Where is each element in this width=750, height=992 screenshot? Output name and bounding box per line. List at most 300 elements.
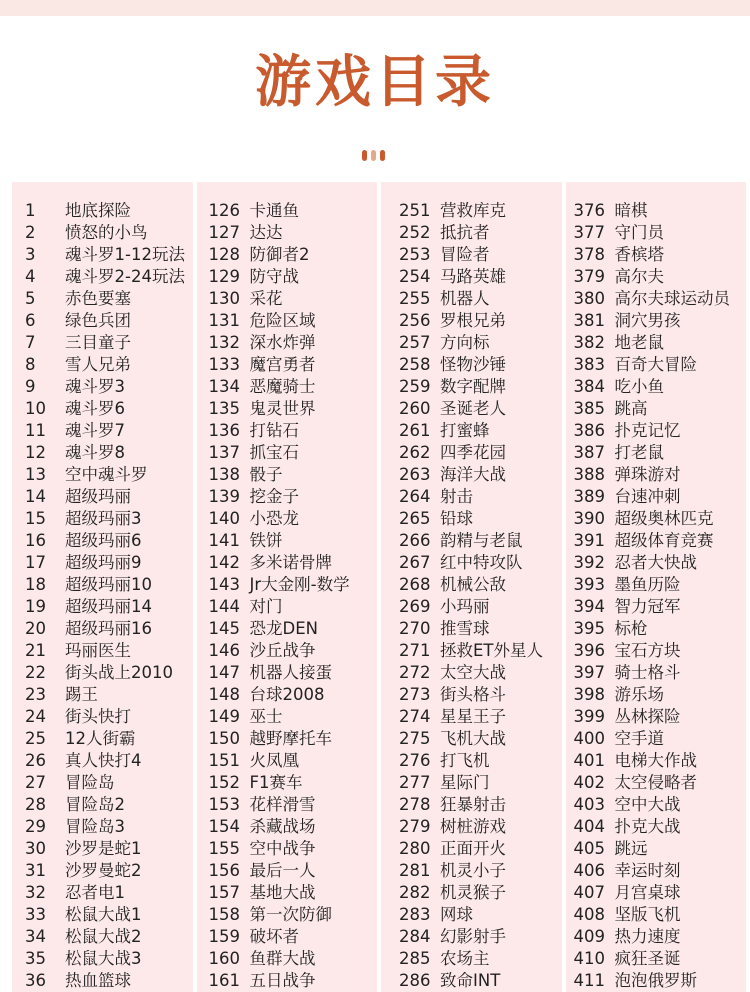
game-list-item xyxy=(25,266,193,288)
game-number: 5 xyxy=(25,289,36,308)
game-list-item xyxy=(209,794,378,816)
game-list-item xyxy=(399,596,562,618)
game-list-item xyxy=(399,640,562,662)
game-number: 34 xyxy=(25,927,46,946)
game-list-item xyxy=(399,442,562,464)
game-list-item xyxy=(574,486,747,508)
game-name: 第一次防御 xyxy=(249,905,332,924)
game-name: 营救库克 xyxy=(440,201,506,220)
game-name: 打钻石 xyxy=(249,421,299,440)
game-name: F1赛车 xyxy=(249,773,303,792)
game-list-item xyxy=(574,420,747,442)
game-list-item xyxy=(25,706,193,728)
game-name: 沙罗是蛇1 xyxy=(65,839,142,858)
game-number: 8 xyxy=(25,355,36,374)
game-name: 超级玛丽14 xyxy=(65,597,152,616)
game-name: 鬼灵世界 xyxy=(249,399,316,418)
game-number: 19 xyxy=(25,597,46,616)
game-name: 花样滑雪 xyxy=(249,795,316,814)
game-number: 271 xyxy=(399,641,431,660)
game-number: 154 xyxy=(208,817,240,836)
game-name: 杀藏战场 xyxy=(249,817,316,836)
game-name: 推雪球 xyxy=(440,619,490,638)
game-list-item xyxy=(574,464,747,486)
game-number: 281 xyxy=(399,861,431,880)
game-list-item xyxy=(574,794,747,816)
game-list-item xyxy=(209,728,378,750)
game-number: 138 xyxy=(208,465,240,484)
game-name: 赤色要塞 xyxy=(65,289,131,308)
game-name: 罗根兄弟 xyxy=(440,311,506,330)
game-number: 381 xyxy=(573,311,605,330)
game-list-item xyxy=(209,948,378,970)
game-name: 空中战争 xyxy=(249,839,316,858)
game-name: 怪物沙锤 xyxy=(440,355,506,374)
game-list-item xyxy=(25,750,193,772)
game-list-item xyxy=(209,508,378,530)
game-name: 骑士格斗 xyxy=(614,663,681,682)
game-name: 沙丘战争 xyxy=(249,641,316,660)
game-name: 对门 xyxy=(249,597,283,616)
game-list-item xyxy=(25,464,193,486)
game-number: 394 xyxy=(573,597,605,616)
game-name: 打飞机 xyxy=(440,751,490,770)
game-name: 踢王 xyxy=(65,685,98,704)
game-number: 126 xyxy=(208,201,240,220)
game-number: 36 xyxy=(25,971,46,990)
game-number: 385 xyxy=(573,399,605,418)
game-name: 五日战争 xyxy=(249,971,316,990)
game-name: 守门员 xyxy=(614,223,664,242)
game-list-item xyxy=(399,486,562,508)
game-list-item xyxy=(209,574,378,596)
game-list-item xyxy=(25,442,193,464)
game-name: 危险区域 xyxy=(249,311,316,330)
game-name: 高尔夫 xyxy=(614,267,664,286)
game-list-item xyxy=(399,530,562,552)
game-name: 雪人兄弟 xyxy=(65,355,131,374)
game-number: 139 xyxy=(208,487,240,506)
game-name: 机灵小子 xyxy=(440,861,506,880)
game-list-item xyxy=(399,244,562,266)
game-name: 铁饼 xyxy=(249,531,283,550)
game-list-item xyxy=(209,596,378,618)
game-number: 28 xyxy=(25,795,46,814)
game-number: 127 xyxy=(208,223,240,242)
game-list-item xyxy=(25,310,193,332)
game-name: 丛林探险 xyxy=(614,707,681,726)
game-list-item xyxy=(209,970,378,992)
game-number: 9 xyxy=(25,377,36,396)
game-number: 2 xyxy=(25,223,36,242)
game-number: 130 xyxy=(208,289,240,308)
game-number: 378 xyxy=(573,245,605,264)
game-number: 15 xyxy=(25,509,46,528)
game-number: 258 xyxy=(399,355,431,374)
game-list-item xyxy=(209,332,378,354)
game-number: 155 xyxy=(208,839,240,858)
game-number: 406 xyxy=(573,861,605,880)
game-list-item xyxy=(574,508,747,530)
game-name: 致命INT xyxy=(440,971,501,990)
game-number: 260 xyxy=(399,399,431,418)
game-number: 32 xyxy=(25,883,46,902)
game-list-item xyxy=(399,420,562,442)
game-name: 超级玛丽16 xyxy=(65,619,152,638)
title-divider-dots xyxy=(362,150,392,162)
game-number: 35 xyxy=(25,949,46,968)
game-name: 机器人接蛋 xyxy=(249,663,332,682)
game-list-item xyxy=(25,882,193,904)
game-number: 140 xyxy=(208,509,240,528)
game-number: 389 xyxy=(573,487,605,506)
game-number: 383 xyxy=(573,355,605,374)
game-number: 405 xyxy=(573,839,605,858)
game-number: 6 xyxy=(25,311,36,330)
game-list-item xyxy=(209,200,378,222)
game-list-item xyxy=(25,420,193,442)
game-list-item xyxy=(25,794,193,816)
game-number: 158 xyxy=(208,905,240,924)
game-name: 太空侵略者 xyxy=(614,773,697,792)
game-list-item xyxy=(399,684,562,706)
game-number: 268 xyxy=(399,575,431,594)
game-name: 破坏者 xyxy=(249,927,299,946)
game-number: 409 xyxy=(573,927,605,946)
game-name: 基地大战 xyxy=(249,883,316,902)
game-number: 391 xyxy=(573,531,605,550)
top-band xyxy=(0,0,750,16)
game-name: 魂斗罗3 xyxy=(65,377,125,396)
game-number: 16 xyxy=(25,531,46,550)
game-number: 277 xyxy=(399,773,431,792)
game-number: 404 xyxy=(573,817,605,836)
game-number: 285 xyxy=(399,949,431,968)
game-name: 跳远 xyxy=(614,839,648,858)
game-name: 热力速度 xyxy=(614,927,681,946)
game-list-item xyxy=(574,266,747,288)
game-number: 21 xyxy=(25,641,46,660)
game-list-item xyxy=(574,398,747,420)
game-number: 274 xyxy=(399,707,431,726)
game-number: 20 xyxy=(25,619,46,638)
game-list-item xyxy=(25,860,193,882)
game-number: 131 xyxy=(208,311,240,330)
game-list xyxy=(12,182,746,992)
game-list-item xyxy=(25,244,193,266)
game-list-item xyxy=(574,662,747,684)
game-name: 洞穴男孩 xyxy=(614,311,681,330)
game-name: 卡通鱼 xyxy=(249,201,299,220)
game-list-item xyxy=(399,948,562,970)
game-column-3 xyxy=(381,182,562,992)
game-name: 射击 xyxy=(440,487,473,506)
game-list-item xyxy=(574,970,747,992)
game-list-item xyxy=(399,750,562,772)
game-name: 超级玛丽6 xyxy=(65,531,142,550)
game-number: 251 xyxy=(399,201,431,220)
game-name: 铅球 xyxy=(440,509,473,528)
game-number: 397 xyxy=(573,663,605,682)
game-list-item xyxy=(209,266,378,288)
game-number: 137 xyxy=(208,443,240,462)
game-list-item xyxy=(209,464,378,486)
game-list-item xyxy=(209,442,378,464)
game-name: 海洋大战 xyxy=(440,465,506,484)
game-number: 24 xyxy=(25,707,46,726)
game-name: 墨鱼历险 xyxy=(614,575,681,594)
game-name: 空手道 xyxy=(614,729,664,748)
game-name: 幻影射手 xyxy=(440,927,506,946)
game-name: 地底探险 xyxy=(65,201,131,220)
game-name: 打蜜蜂 xyxy=(440,421,490,440)
game-number: 275 xyxy=(399,729,431,748)
game-number: 144 xyxy=(208,597,240,616)
game-number: 279 xyxy=(399,817,431,836)
game-name: 超级玛丽9 xyxy=(65,553,142,572)
game-number: 377 xyxy=(573,223,605,242)
game-number: 143 xyxy=(208,575,240,594)
game-column-2 xyxy=(197,182,378,992)
game-number: 283 xyxy=(399,905,431,924)
game-number: 380 xyxy=(573,289,605,308)
game-number: 256 xyxy=(399,311,431,330)
game-number: 410 xyxy=(573,949,605,968)
game-column-1 xyxy=(12,182,193,992)
game-number: 147 xyxy=(208,663,240,682)
game-name: 暗棋 xyxy=(614,201,648,220)
game-list-item xyxy=(209,222,378,244)
game-list-item xyxy=(209,288,378,310)
game-name: 四季花园 xyxy=(440,443,506,462)
game-list-item xyxy=(399,464,562,486)
game-number: 10 xyxy=(25,399,46,418)
game-number: 386 xyxy=(573,421,605,440)
game-list-item xyxy=(399,552,562,574)
game-number: 259 xyxy=(399,377,431,396)
game-number: 254 xyxy=(399,267,431,286)
game-name: 深水炸弹 xyxy=(249,333,316,352)
game-number: 152 xyxy=(208,773,240,792)
game-name: 星星王子 xyxy=(440,707,506,726)
game-list-item xyxy=(209,816,378,838)
game-name: 跳高 xyxy=(614,399,648,418)
game-list-item xyxy=(209,310,378,332)
game-number: 253 xyxy=(399,245,431,264)
game-list-item xyxy=(574,552,747,574)
game-name: 真人快打4 xyxy=(65,751,142,770)
game-number: 1 xyxy=(25,201,36,220)
game-name: 吃小鱼 xyxy=(614,377,664,396)
game-list-item xyxy=(25,486,193,508)
game-list-item xyxy=(209,244,378,266)
game-list-item xyxy=(574,332,747,354)
game-list-item xyxy=(399,904,562,926)
game-list-item xyxy=(574,530,747,552)
game-name: 绿色兵团 xyxy=(65,311,131,330)
game-name: 农场主 xyxy=(440,949,490,968)
game-number: 393 xyxy=(573,575,605,594)
game-name: 空中魂斗罗 xyxy=(65,465,148,484)
game-list-item xyxy=(25,816,193,838)
game-number: 396 xyxy=(573,641,605,660)
game-number: 25 xyxy=(25,729,46,748)
game-number: 146 xyxy=(208,641,240,660)
game-number: 142 xyxy=(208,553,240,572)
game-list-item xyxy=(25,728,193,750)
game-number: 13 xyxy=(25,465,46,484)
game-number: 390 xyxy=(573,509,605,528)
page-title: 游戏目录 xyxy=(255,50,495,115)
divider-dot xyxy=(380,150,385,161)
game-name: 魂斗罗8 xyxy=(65,443,125,462)
game-number: 382 xyxy=(573,333,605,352)
game-list-item xyxy=(574,376,747,398)
game-list-item xyxy=(25,376,193,398)
game-list-item xyxy=(25,904,193,926)
game-list-item xyxy=(209,772,378,794)
game-number: 286 xyxy=(399,971,431,990)
game-number: 128 xyxy=(208,245,240,264)
divider-dot xyxy=(362,150,367,161)
game-list-item xyxy=(399,376,562,398)
game-name: 热血篮球 xyxy=(65,971,131,990)
game-name: 泡泡俄罗斯 xyxy=(614,971,697,990)
game-number: 261 xyxy=(399,421,431,440)
game-list-item xyxy=(574,618,747,640)
game-name: 拯救ET外星人 xyxy=(440,641,544,660)
game-name: 狂暴射击 xyxy=(440,795,506,814)
game-column-4 xyxy=(566,182,747,992)
game-name: 扑克记忆 xyxy=(614,421,681,440)
game-name: 香槟塔 xyxy=(614,245,664,264)
game-list-item xyxy=(25,970,193,992)
game-list-item xyxy=(399,772,562,794)
game-name: 打老鼠 xyxy=(614,443,664,462)
game-list-item xyxy=(574,772,747,794)
game-name: 多米诺骨牌 xyxy=(249,553,332,572)
game-name: 火凤凰 xyxy=(249,751,299,770)
game-list-item xyxy=(209,376,378,398)
game-number: 14 xyxy=(25,487,46,506)
game-name: 超级玛丽3 xyxy=(65,509,142,528)
game-list-item xyxy=(574,288,747,310)
game-name: 魔宫勇者 xyxy=(249,355,316,374)
game-number: 257 xyxy=(399,333,431,352)
game-list-item xyxy=(399,574,562,596)
game-name: 忍者大快战 xyxy=(614,553,697,572)
game-number: 276 xyxy=(399,751,431,770)
game-list-item xyxy=(399,926,562,948)
game-name: 机灵猴子 xyxy=(440,883,506,902)
game-number: 129 xyxy=(208,267,240,286)
game-number: 379 xyxy=(573,267,605,286)
game-name: 鱼群大战 xyxy=(249,949,316,968)
game-list-item xyxy=(574,926,747,948)
game-list-item xyxy=(25,618,193,640)
game-number: 407 xyxy=(573,883,605,902)
game-list-item xyxy=(574,442,747,464)
game-number: 284 xyxy=(399,927,431,946)
game-list-item xyxy=(25,508,193,530)
game-name: 恐龙DEN xyxy=(249,619,318,638)
game-name: 高尔夫球运动员 xyxy=(614,289,730,308)
game-list-item xyxy=(209,530,378,552)
game-name: 挖金子 xyxy=(249,487,299,506)
game-list-item xyxy=(209,860,378,882)
game-number: 148 xyxy=(208,685,240,704)
game-number: 280 xyxy=(399,839,431,858)
game-name: 骰子 xyxy=(249,465,283,484)
game-number: 395 xyxy=(573,619,605,638)
game-name: 韵精与老鼠 xyxy=(440,531,523,550)
game-list-item xyxy=(25,772,193,794)
game-list-item xyxy=(209,706,378,728)
game-number: 255 xyxy=(399,289,431,308)
game-name: 12人街霸 xyxy=(65,729,136,748)
game-list-item xyxy=(399,200,562,222)
game-number: 411 xyxy=(573,971,605,990)
game-number: 135 xyxy=(208,399,240,418)
game-name: 电梯大作战 xyxy=(614,751,697,770)
game-list-item xyxy=(574,222,747,244)
game-list-item xyxy=(25,838,193,860)
game-list-item xyxy=(574,882,747,904)
game-list-item xyxy=(399,398,562,420)
game-name: 数字配牌 xyxy=(440,377,506,396)
game-number: 264 xyxy=(399,487,431,506)
game-number: 263 xyxy=(399,465,431,484)
game-number: 269 xyxy=(399,597,431,616)
game-list-item xyxy=(25,354,193,376)
game-name: 抵抗者 xyxy=(440,223,490,242)
game-number: 23 xyxy=(25,685,46,704)
game-number: 31 xyxy=(25,861,46,880)
game-list-item xyxy=(209,552,378,574)
game-name: 愤怒的小鸟 xyxy=(65,223,148,242)
game-number: 265 xyxy=(399,509,431,528)
game-number: 11 xyxy=(25,421,46,440)
game-number: 401 xyxy=(573,751,605,770)
divider-dot xyxy=(371,150,376,161)
game-number: 398 xyxy=(573,685,605,704)
game-number: 159 xyxy=(208,927,240,946)
game-list-item xyxy=(399,310,562,332)
game-number: 282 xyxy=(399,883,431,902)
game-number: 4 xyxy=(25,267,36,286)
game-list-item xyxy=(25,640,193,662)
game-list-item xyxy=(209,882,378,904)
game-number: 22 xyxy=(25,663,46,682)
game-name: 智力冠军 xyxy=(614,597,681,616)
game-number: 387 xyxy=(573,443,605,462)
game-name: 恶魔骑士 xyxy=(249,377,316,396)
game-number: 388 xyxy=(573,465,605,484)
game-number: 27 xyxy=(25,773,46,792)
game-name: 达达 xyxy=(249,223,283,242)
game-list-item xyxy=(399,508,562,530)
game-name: 街头快打 xyxy=(65,707,131,726)
game-name: 三目童子 xyxy=(65,333,131,352)
game-list-item xyxy=(399,882,562,904)
game-number: 153 xyxy=(208,795,240,814)
game-name: Jr大金刚-数学 xyxy=(249,575,350,594)
game-list-item xyxy=(209,486,378,508)
game-number: 29 xyxy=(25,817,46,836)
game-list-item xyxy=(399,706,562,728)
game-list-item xyxy=(209,926,378,948)
game-list-item xyxy=(25,398,193,420)
